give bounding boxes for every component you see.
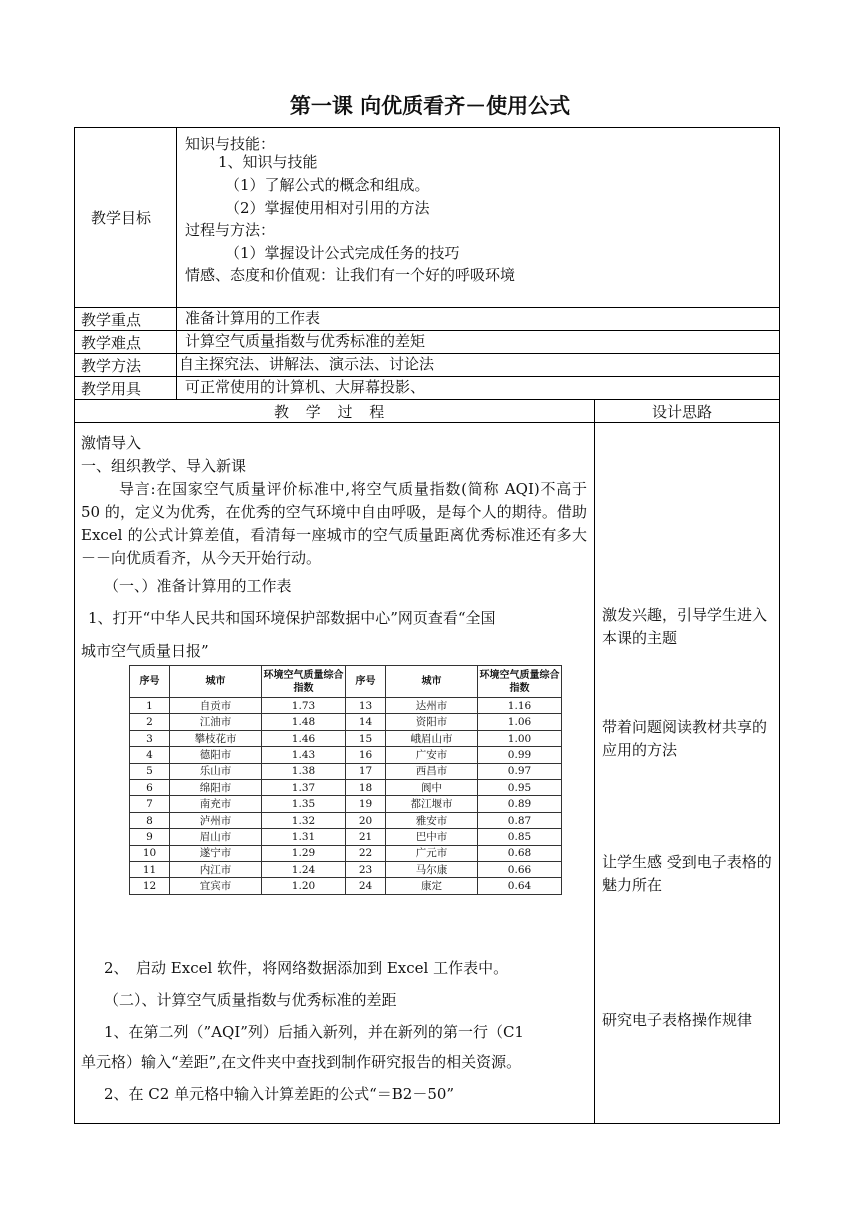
row-divider xyxy=(74,422,780,423)
objective-line: 1、知识与技能 xyxy=(218,153,318,171)
table-cell: 1.06 xyxy=(478,714,562,730)
intro-heading: 激情导入 xyxy=(81,434,142,452)
table-cell: 阆中 xyxy=(386,780,478,796)
table-cell: 1.16 xyxy=(478,698,562,714)
section-heading: 一、组织教学、导入新课 xyxy=(81,457,247,475)
table-cell: 0.89 xyxy=(478,796,562,812)
table-row xyxy=(130,714,562,730)
table-row xyxy=(130,796,562,812)
table-cell: 0.99 xyxy=(478,747,562,763)
table-cell: 4 xyxy=(130,747,170,763)
table-cell: 23 xyxy=(346,862,386,878)
table-row xyxy=(130,730,562,746)
table-cell: 0.68 xyxy=(478,845,562,861)
table-cell: 康定 xyxy=(386,878,478,895)
table-cell: 5 xyxy=(130,763,170,779)
table-header-cell: 环境空气质量综合指数 xyxy=(478,666,562,698)
table-header-cell: 城市 xyxy=(170,666,262,698)
table-cell: 1.32 xyxy=(262,812,346,828)
table-cell: 0.64 xyxy=(478,878,562,895)
table-cell: 雅安市 xyxy=(386,812,478,828)
table-cell: 泸州市 xyxy=(170,812,262,828)
table-cell: 广安市 xyxy=(386,747,478,763)
table-cell: 0.85 xyxy=(478,829,562,845)
table-row xyxy=(130,845,562,861)
objectives-label: 教学目标 xyxy=(91,209,152,227)
design-header: 设计思路 xyxy=(652,403,713,421)
table-cell: 13 xyxy=(346,698,386,714)
guide-paragraph: 导言:在国家空气质量评价标准中,将空气质量指数(简称 AQI)不高于 50 的，定义为优秀，在优秀的空气环境中自由呼吸，是每个人的期待。借助 Excel 的公式计算差值，看清每一座城市的空气质量距离优秀标准还有多大－－向优质看齐，从今天开始行动。 xyxy=(81,480,587,567)
table-cell: 自贡市 xyxy=(170,698,262,714)
design-note: 带着问题阅读教材共享的应用的方法 xyxy=(602,718,768,759)
table-cell: 江油市 xyxy=(170,714,262,730)
table-cell: 20 xyxy=(346,812,386,828)
table-header-cell: 环境空气质量综合指数 xyxy=(262,666,346,698)
step-text: 2、在 C2 单元格中输入计算差距的公式“＝B2－50” xyxy=(104,1085,455,1103)
objective-line: 过程与方法： xyxy=(185,221,276,239)
table-cell: 16 xyxy=(346,747,386,763)
tools-label: 教学用具 xyxy=(81,380,142,398)
table-cell: 24 xyxy=(346,878,386,895)
page-title: 第一课 向优质看齐－使用公式 xyxy=(289,94,571,118)
step-text: 单元格）输入“差距”,在文件夹中查找到制作研究报告的相关资源。 xyxy=(81,1053,522,1071)
table-row xyxy=(130,698,562,714)
table-cell: 18 xyxy=(346,780,386,796)
table-cell: 马尔康 xyxy=(386,862,478,878)
table-cell: 1.37 xyxy=(262,780,346,796)
row-divider xyxy=(74,376,780,377)
row-divider xyxy=(74,330,780,331)
table-cell: 1.46 xyxy=(262,730,346,746)
process-column-divider xyxy=(594,399,595,1124)
table-cell: 15 xyxy=(346,730,386,746)
table-cell: 广元市 xyxy=(386,845,478,861)
table-cell: 内江市 xyxy=(170,862,262,878)
table-cell: 0.66 xyxy=(478,862,562,878)
objective-line: 情感、态度和价值观：让我们有一个好的呼吸环境 xyxy=(185,266,516,284)
table-cell: 14 xyxy=(346,714,386,730)
row-divider xyxy=(74,399,780,400)
aqi-data-table xyxy=(129,665,562,895)
objective-line: 知识与技能： xyxy=(185,135,276,153)
table-cell: 乐山市 xyxy=(170,763,262,779)
table-cell: 0.95 xyxy=(478,780,562,796)
table-cell: 7 xyxy=(130,796,170,812)
table-cell: 峨眉山市 xyxy=(386,730,478,746)
table-cell: 6 xyxy=(130,780,170,796)
table-header-row xyxy=(130,666,562,698)
table-header-cell: 城市 xyxy=(386,666,478,698)
table-cell: 1.29 xyxy=(262,845,346,861)
design-note: 让学生感 受到电子表格的魅力所在 xyxy=(602,853,772,894)
design-note: 研究电子表格操作规律 xyxy=(602,1011,753,1029)
table-cell: 10 xyxy=(130,845,170,861)
objective-line: （1）掌握设计公式完成任务的技巧 xyxy=(225,244,460,262)
table-row xyxy=(130,763,562,779)
table-row xyxy=(130,878,562,895)
table-row xyxy=(130,862,562,878)
table-cell: 1.24 xyxy=(262,862,346,878)
table-cell: 22 xyxy=(346,845,386,861)
table-cell: 19 xyxy=(346,796,386,812)
step-text: 2、 启动 Excel 软件，将网络数据添加到 Excel 工作表中。 xyxy=(104,959,509,977)
table-cell: 1.48 xyxy=(262,714,346,730)
subsection-heading: （二）、计算空气质量指数与优秀标准的差距 xyxy=(104,991,397,1009)
table-cell: 1.73 xyxy=(262,698,346,714)
step-text: 城市空气质量日报” xyxy=(81,642,209,660)
methods-value: 自主探究法、讲解法、演示法、讨论法 xyxy=(179,355,435,373)
table-cell: 1 xyxy=(130,698,170,714)
table-cell: 8 xyxy=(130,812,170,828)
key-points-value: 准备计算用的工作表 xyxy=(185,309,321,327)
table-cell: 1.35 xyxy=(262,796,346,812)
table-cell: 9 xyxy=(130,829,170,845)
table-cell: 2 xyxy=(130,714,170,730)
methods-label: 教学方法 xyxy=(81,357,142,375)
table-cell: 遂宁市 xyxy=(170,845,262,861)
table-cell: 21 xyxy=(346,829,386,845)
table-cell: 南充市 xyxy=(170,796,262,812)
subsection-heading: （一、）准备计算用的工作表 xyxy=(104,577,292,595)
difficulties-label: 教学难点 xyxy=(81,334,142,352)
table-row xyxy=(130,829,562,845)
table-cell: 1.43 xyxy=(262,747,346,763)
table-cell: 1.20 xyxy=(262,878,346,895)
table-cell: 0.87 xyxy=(478,812,562,828)
table-cell: 西昌市 xyxy=(386,763,478,779)
table-cell: 17 xyxy=(346,763,386,779)
tools-value: 可正常使用的计算机、大屏幕投影、 xyxy=(185,378,426,396)
table-cell: 巴中市 xyxy=(386,829,478,845)
table-header-cell: 序号 xyxy=(346,666,386,698)
table-cell: 1.38 xyxy=(262,763,346,779)
table-cell: 达州市 xyxy=(386,698,478,714)
table-cell: 德阳市 xyxy=(170,747,262,763)
table-cell: 资阳市 xyxy=(386,714,478,730)
process-header: 教 学 过 程 xyxy=(274,403,391,421)
table-cell: 1.00 xyxy=(478,730,562,746)
table-cell: 绵阳市 xyxy=(170,780,262,796)
table-cell: 3 xyxy=(130,730,170,746)
label-column-divider xyxy=(176,127,177,400)
table-row xyxy=(130,812,562,828)
table-cell: 眉山市 xyxy=(170,829,262,845)
step-text: 1、在第二列（”AQI”列）后插入新列，并在新列的第一行（C1 xyxy=(104,1023,524,1041)
difficulties-value: 计算空气质量指数与优秀标准的差矩 xyxy=(185,332,426,350)
objective-line: （1）了解公式的概念和组成。 xyxy=(225,176,430,194)
table-cell: 11 xyxy=(130,862,170,878)
table-cell: 攀枝花市 xyxy=(170,730,262,746)
table-cell: 12 xyxy=(130,878,170,895)
table-cell: 1.31 xyxy=(262,829,346,845)
design-note: 激发兴趣，引导学生进入本课的主题 xyxy=(602,606,768,647)
table-row xyxy=(130,780,562,796)
row-divider xyxy=(74,307,780,308)
table-cell: 都江堰市 xyxy=(386,796,478,812)
table-cell: 0.97 xyxy=(478,763,562,779)
table-cell: 宜宾市 xyxy=(170,878,262,895)
table-row xyxy=(130,747,562,763)
key-points-label: 教学重点 xyxy=(81,311,142,329)
step-text: 1、打开“中华人民共和国环境保护部数据中心”网页查看“全国 xyxy=(88,609,496,627)
objective-line: （2）掌握使用相对引用的方法 xyxy=(225,199,430,217)
table-header-cell: 序号 xyxy=(130,666,170,698)
